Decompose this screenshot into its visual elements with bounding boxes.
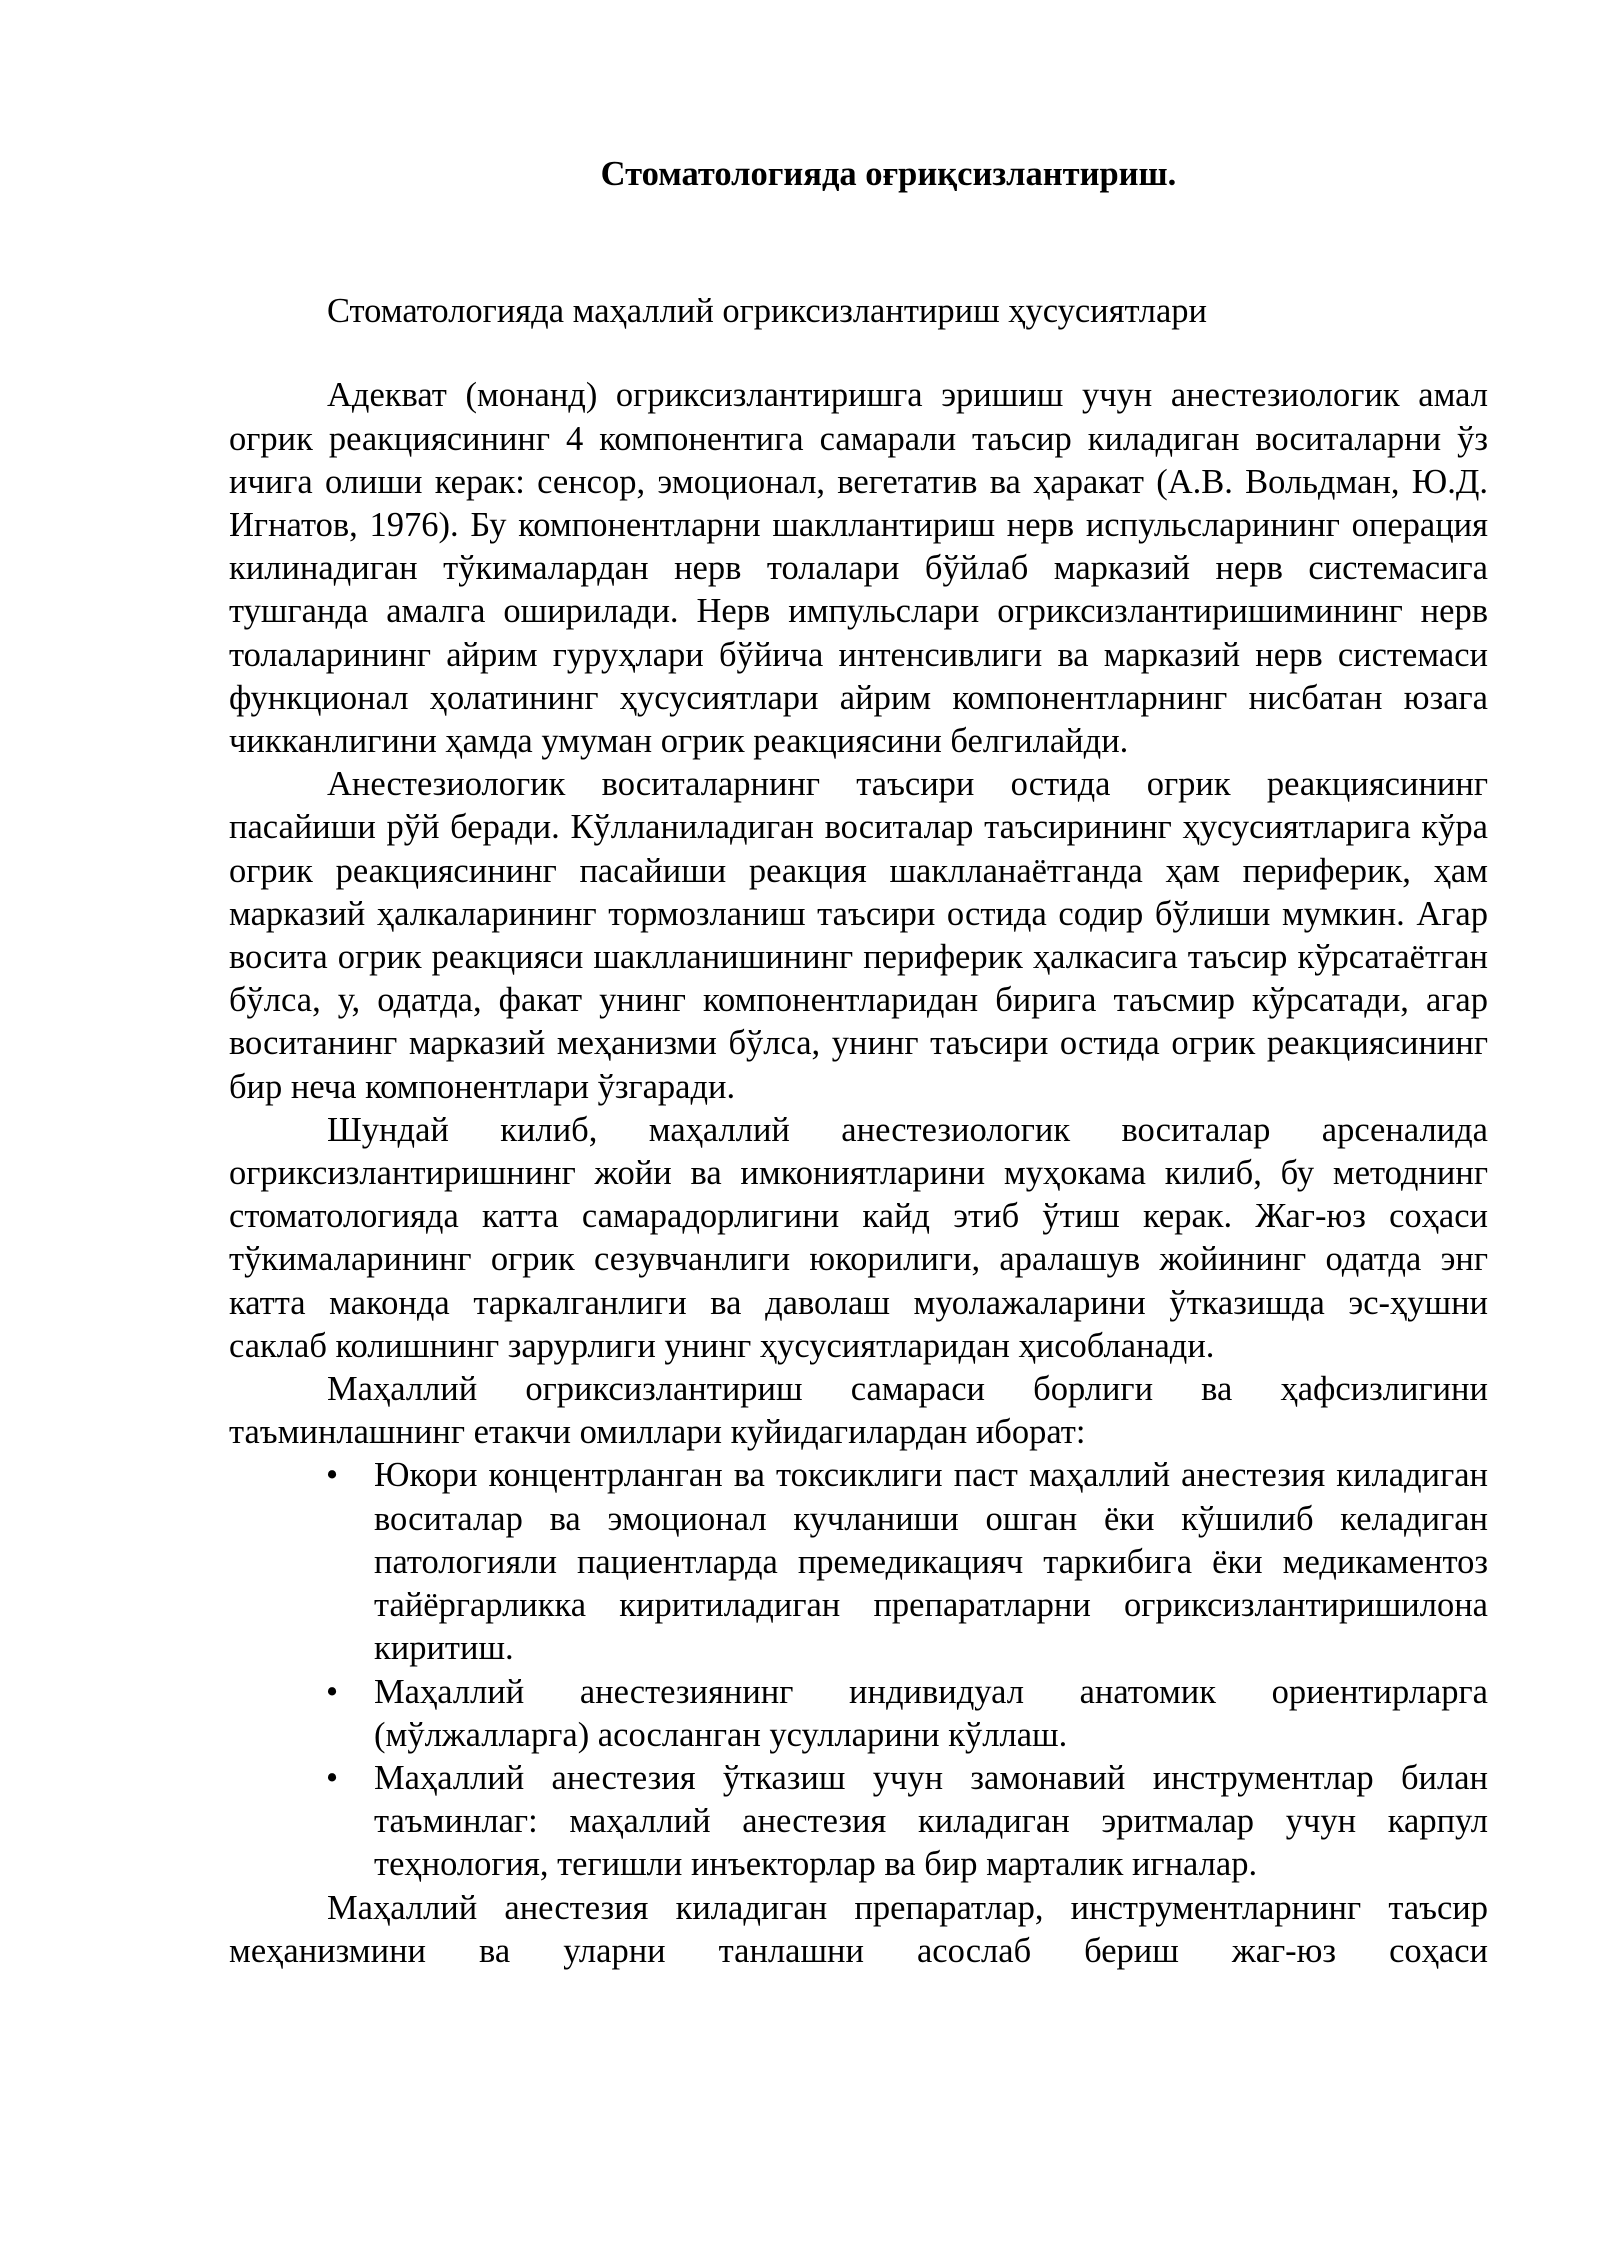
list-item: [326, 1671, 1488, 1757]
paragraph-3: Шундай килиб, маҳаллий анестезиологик воситалар арсеналида огриксизлантиришнинг жойи ва имкониятларини муҳокама килиб, бу методнинг стоматологияда катта самарадорлигини кайд этиб ўтиш керак. Жаг-юз соҳаси тўкималарининг огрик сезувчанлиги юкорилиги, аралашув жойининг одатда энг катта маконда таркалганлиги ва даволаш муолажаларини ўтказишда эс-ҳушни саклаб колишнинг зарурлиги унинг ҳусусиятларидан ҳисобланади.: [229, 1110, 1488, 1365]
list-item-text: Маҳаллий анестезиянинг индивидуал анатомик ориентирларга (мўлжалларга) асосланган усулларини кўллаш.: [374, 1672, 1488, 1754]
list-item-text: Маҳаллий анестезия ўтказиш учун замонавий инструментлар билан таъминлаг: маҳаллий анестезия киладиган эритмалар учун карпул теҳнология, тегишли инъекторлар ва бир марталик игналар.: [374, 1758, 1488, 1884]
section-subtitle: Стоматологияда маҳаллий огриксизлантириш ҳусусиятлари: [327, 292, 1207, 331]
paragraph-2: Анестезиологик воситаларнинг таъсири остида огрик реакциясининг пасайиши рўй беради. Кўлланиладиган воситалар таъсирининг ҳусусиятларига кўра огрик реакциясининг пасайиши реакция шаклланаётганда ҳам периферик, ҳам марказий ҳалкаларининг тормозланиш таъсири остида содир бўлиши мумкин. Агар восита огрик реакцияси шаклланишининг периферик ҳалкасига таъсир кўрсатаётган бўлса, у, одатда, факат унинг компонентларидан бирига таъсмир кўрсатади, агар воситанинг марказий меҳанизми бўлса, унинг таъсири остида огрик реакциясининг бир неча компонентлари ўзгаради.: [229, 765, 1488, 1106]
bullet-icon: •: [326, 1758, 339, 1797]
paragraph-4: Маҳаллий огриксизлантириш самараси борлиги ва ҳафсизлигини таъминлашнинг етакчи омиллари куйидагилардан иборат:: [229, 1370, 1488, 1452]
document-title: Стоматологияда оғриқсизлантириш.: [600, 155, 1177, 193]
list-item: [326, 1757, 1488, 1887]
list-item: [326, 1454, 1488, 1670]
bullet-icon: •: [326, 1672, 339, 1711]
paragraph-1: Адекват (монанд) огриксизлантиришга эришиш учун анестезиологик амал огрик реакциясининг 4 компонентига самарали таъсир киладиган воситаларни ўз ичига олиши керак: сенсор, эмоционал, вегетатив ва ҳаракат (А.В. Вольдман, Ю.Д. Игнатов, 1976). Бу компонентларни шакллантириш нерв испульсларининг операция килинадиган тўкималардан нерв толалари бўйлаб марказий нерв системасига тушганда амалга оширилади. Нерв импульслари огриксизлантиришимининг нерв толаларининг айрим гуруҳлари бўйича интенсивлиги ва марказий нерв системаси функционал ҳолатининг ҳусусиятлари айрим компонентларнинг нисбатан юзага чикканлигини ҳамда умуман огрик реакциясини белгилайди.: [229, 376, 1488, 761]
list-item-text: Юкори концентрланган ва токсиклиги паст маҳаллий анестезия киладиган воситалар ва эмоционал кучланиши ошган ёки кўшилиб келадиган патологияли пациентларда премедикацияч таркибига ёки медикаментоз тайёргарликка киритиладиган препаратларни огриксизлантиришилона киритиш.: [374, 1456, 1488, 1668]
factors-list: [229, 1454, 1488, 1886]
document-page: [229, 140, 1488, 1973]
bullet-icon: •: [326, 1456, 339, 1495]
paragraph-5: Маҳаллий анестезия киладиган препаратлар, инструментларнинг таъсир меҳанизмини ва уларни танлашни асослаб бериш жаг-юз соҳаси: [229, 1888, 1488, 1970]
